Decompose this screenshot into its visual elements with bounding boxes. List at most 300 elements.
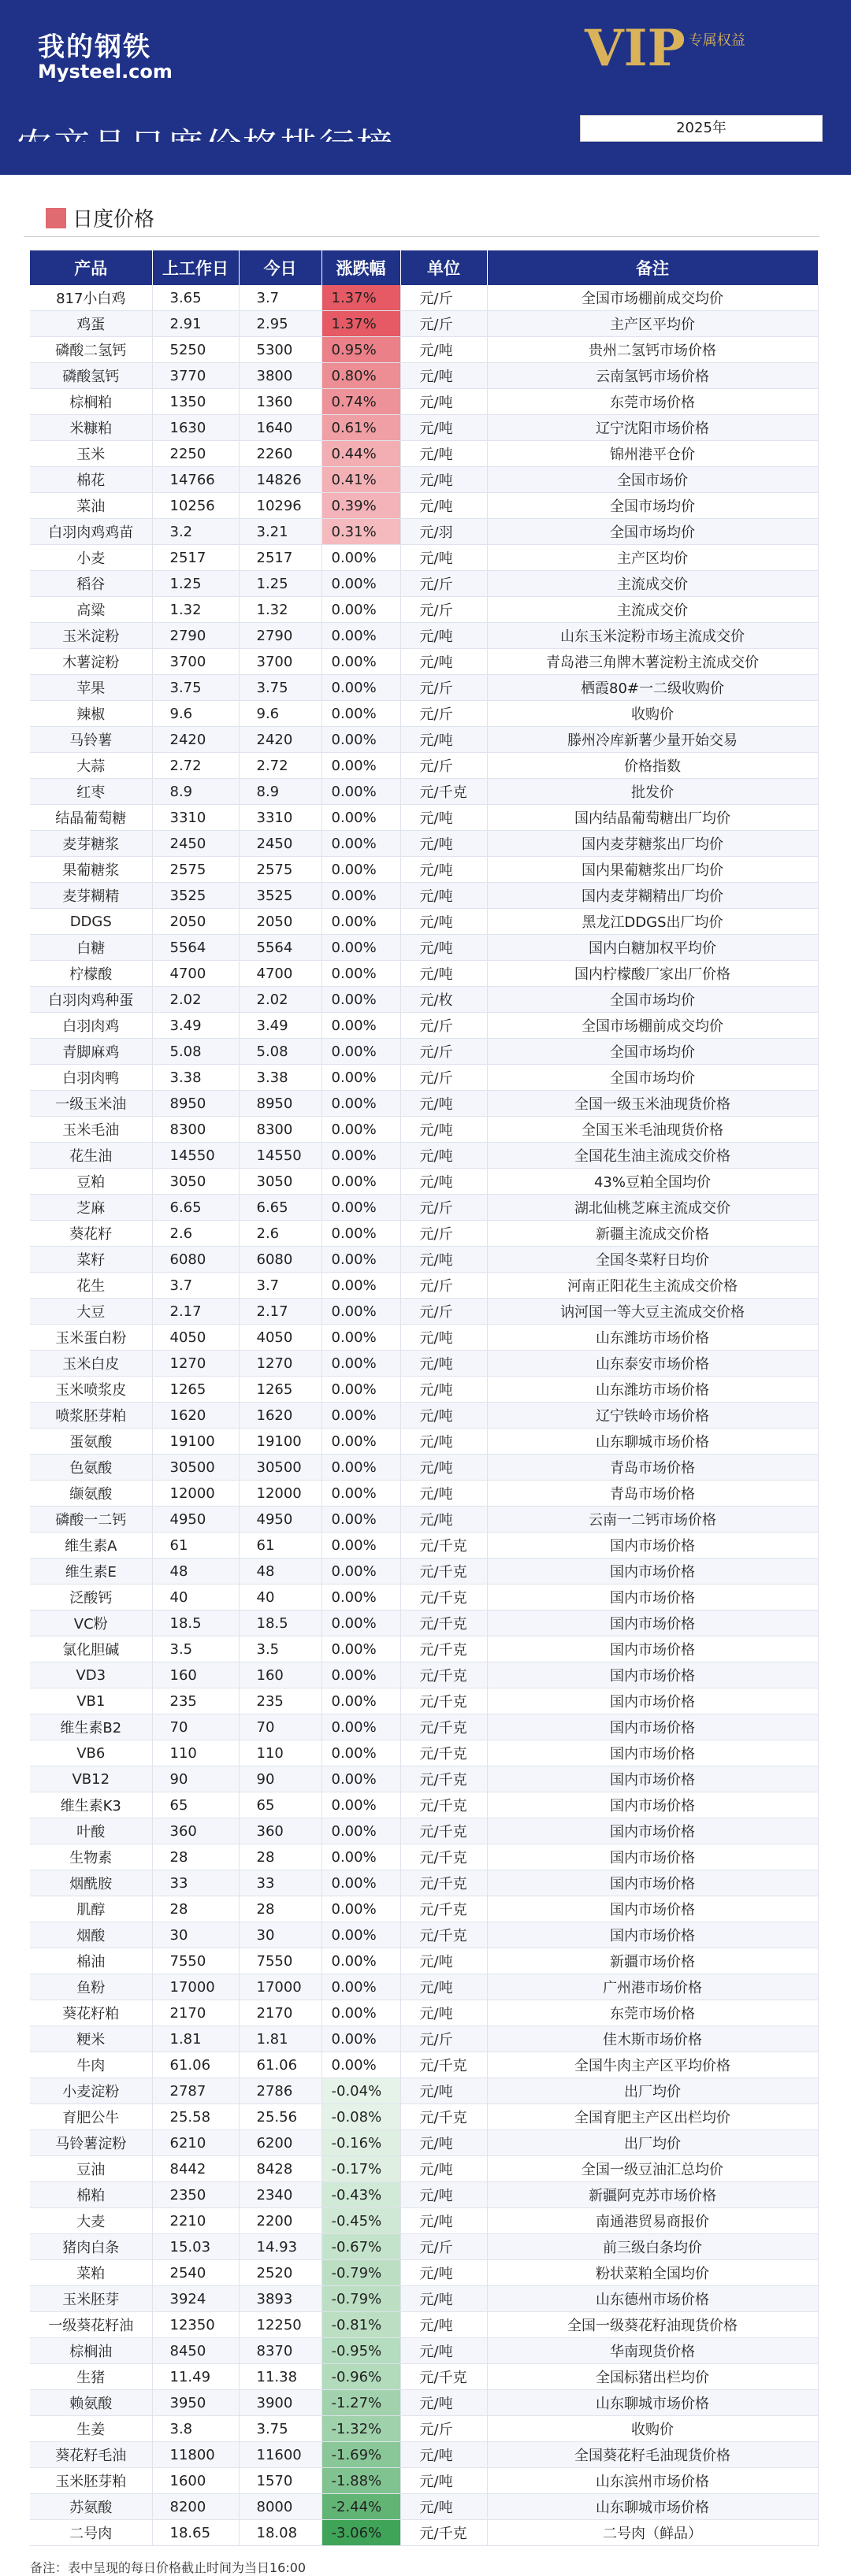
cell-prev: 19100 xyxy=(152,1429,239,1455)
cell-unit: 元/吨 xyxy=(400,2312,487,2338)
cell-note: 辽宁沈阳市场价格 xyxy=(487,415,818,441)
cell-unit: 元/吨 xyxy=(400,1481,487,1507)
cell-prev: 2.02 xyxy=(152,987,239,1013)
cell-unit: 元/千克 xyxy=(400,1870,487,1896)
cell-change: 0.00% xyxy=(321,1091,400,1117)
cell-change: 0.31% xyxy=(321,519,400,545)
cell-note: 新疆主流成交价格 xyxy=(487,1221,818,1247)
cell-today: 12000 xyxy=(239,1481,321,1507)
cell-note: 国内市场价格 xyxy=(487,1870,818,1896)
cell-unit: 元/千克 xyxy=(400,1766,487,1792)
cell-product: 大麦 xyxy=(30,2208,152,2234)
table-row xyxy=(30,1533,818,1559)
cell-product: 大蒜 xyxy=(30,753,152,779)
cell-today: 1570 xyxy=(239,2468,321,2494)
cell-today: 3.75 xyxy=(239,2416,321,2442)
table-row xyxy=(30,2234,818,2260)
cell-product: 木薯淀粉 xyxy=(30,649,152,675)
cell-product: 玉米毛油 xyxy=(30,1117,152,1143)
cell-change: -0.43% xyxy=(321,2182,400,2208)
cell-unit: 元/千克 xyxy=(400,2364,487,2390)
cell-change: 0.00% xyxy=(321,1117,400,1143)
cell-unit: 元/吨 xyxy=(400,2156,487,2182)
cell-product: 玉米胚芽 xyxy=(30,2286,152,2312)
cell-today: 40 xyxy=(239,1585,321,1610)
cell-product: 磷酸二氢钙 xyxy=(30,337,152,363)
table-row xyxy=(30,1948,818,1974)
date-year: 2025年 xyxy=(581,116,822,142)
table-row xyxy=(30,2442,818,2468)
table-row xyxy=(30,1455,818,1481)
cell-today: 90 xyxy=(239,1766,321,1792)
cell-note: 新疆市场价格 xyxy=(487,1948,818,1974)
cell-change: -1.88% xyxy=(321,2468,400,2494)
cell-unit: 元/千克 xyxy=(400,2104,487,2130)
cell-unit: 元/斤 xyxy=(400,571,487,597)
table-row xyxy=(30,1844,818,1870)
cell-prev: 12000 xyxy=(152,1481,239,1507)
col-header-note: 备注 xyxy=(487,250,818,285)
cell-product: 棉油 xyxy=(30,1948,152,1974)
cell-prev: 1.25 xyxy=(152,571,239,597)
table-row xyxy=(30,779,818,805)
cell-prev: 110 xyxy=(152,1740,239,1766)
cell-note: 全国育肥主产区出栏均价 xyxy=(487,2104,818,2130)
cell-product: VB1 xyxy=(30,1688,152,1714)
cell-change: -0.67% xyxy=(321,2234,400,2260)
cell-unit: 元/千克 xyxy=(400,1818,487,1844)
table-row xyxy=(30,987,818,1013)
table-row xyxy=(30,2052,818,2078)
cell-change: 0.00% xyxy=(321,1273,400,1299)
cell-product: 菜籽 xyxy=(30,1247,152,1273)
cell-unit: 元/斤 xyxy=(400,1273,487,1299)
cell-change: 0.00% xyxy=(321,1351,400,1377)
cell-prev: 3924 xyxy=(152,2286,239,2312)
cell-prev: 2.17 xyxy=(152,1299,239,1325)
cell-prev: 3.7 xyxy=(152,1273,239,1299)
cell-today: 25.56 xyxy=(239,2104,321,2130)
cell-today: 18.5 xyxy=(239,1610,321,1636)
cell-unit: 元/吨 xyxy=(400,1429,487,1455)
cell-today: 12250 xyxy=(239,2312,321,2338)
cell-today: 360 xyxy=(239,1818,321,1844)
cell-note: 国内柠檬酸厂家出厂价格 xyxy=(487,961,818,987)
cell-prev: 30500 xyxy=(152,1455,239,1481)
cell-prev: 61.06 xyxy=(152,2052,239,2078)
cell-unit: 元/千克 xyxy=(400,1896,487,1922)
table-row xyxy=(30,415,818,441)
cell-today: 2170 xyxy=(239,2000,321,2026)
cell-change: 0.00% xyxy=(321,1039,400,1065)
cell-note: 河南正阳花生主流成交价格 xyxy=(487,1273,818,1299)
cell-note: 主流成交价 xyxy=(487,597,818,623)
cell-unit: 元/吨 xyxy=(400,2468,487,2494)
cell-prev: 2517 xyxy=(152,545,239,571)
cell-note: 全国市场棚前成交均价 xyxy=(487,1013,818,1039)
cell-prev: 3.65 xyxy=(152,285,239,311)
cell-today: 1620 xyxy=(239,1403,321,1429)
table-row xyxy=(30,1740,818,1766)
cell-product: 二号肉 xyxy=(30,2520,152,2546)
cell-change: 0.00% xyxy=(321,1896,400,1922)
table-row xyxy=(30,1559,818,1585)
cell-note: 青岛市场价格 xyxy=(487,1481,818,1507)
cell-product: 维生素K3 xyxy=(30,1792,152,1818)
cell-today: 30500 xyxy=(239,1455,321,1481)
cell-product: 生姜 xyxy=(30,2416,152,2442)
cell-today: 11600 xyxy=(239,2442,321,2468)
cell-today: 2420 xyxy=(239,727,321,753)
cell-note: 国内麦芽糊精出厂均价 xyxy=(487,883,818,909)
cell-unit: 元/吨 xyxy=(400,961,487,987)
cell-today: 18.08 xyxy=(239,2520,321,2546)
mysteel-logo[interactable] xyxy=(38,25,173,83)
cell-today: 8.9 xyxy=(239,779,321,805)
vip-subtitle: 专属权益 xyxy=(688,32,745,49)
table-row xyxy=(30,571,818,597)
table-row xyxy=(30,1065,818,1091)
cell-note: 批发价 xyxy=(487,779,818,805)
cell-product: 白羽肉鸡 xyxy=(30,1013,152,1039)
cell-change: 0.00% xyxy=(321,1585,400,1610)
cell-change: 0.95% xyxy=(321,337,400,363)
table-row xyxy=(30,1169,818,1195)
cell-today: 2.17 xyxy=(239,1299,321,1325)
cell-change: 0.00% xyxy=(321,1844,400,1870)
cell-note: 贵州二氢钙市场价格 xyxy=(487,337,818,363)
cell-note: 全国市场均价 xyxy=(487,987,818,1013)
cell-product: 白羽肉鸡种蛋 xyxy=(30,987,152,1013)
cell-prev: 90 xyxy=(152,1766,239,1792)
cell-unit: 元/吨 xyxy=(400,1403,487,1429)
cell-today: 2.95 xyxy=(239,311,321,337)
table-row xyxy=(30,1403,818,1429)
cell-unit: 元/吨 xyxy=(400,831,487,857)
cell-unit: 元/斤 xyxy=(400,285,487,311)
cell-unit: 元/斤 xyxy=(400,311,487,337)
cell-unit: 元/吨 xyxy=(400,337,487,363)
cell-product: 维生素B2 xyxy=(30,1714,152,1740)
table-row xyxy=(30,2078,818,2104)
cell-change: 0.00% xyxy=(321,1143,400,1169)
cell-change: 0.00% xyxy=(321,779,400,805)
cell-unit: 元/吨 xyxy=(400,1948,487,1974)
cell-product: 棉粕 xyxy=(30,2182,152,2208)
cell-unit: 元/千克 xyxy=(400,779,487,805)
cell-prev: 3770 xyxy=(152,363,239,389)
cell-note: 国内果葡糖浆出厂均价 xyxy=(487,857,818,883)
cell-change: 0.61% xyxy=(321,415,400,441)
cell-today: 2517 xyxy=(239,545,321,571)
cell-today: 5300 xyxy=(239,337,321,363)
cell-product: 菜粕 xyxy=(30,2260,152,2286)
cell-product: 麦芽糖浆 xyxy=(30,831,152,857)
cell-change: 0.00% xyxy=(321,987,400,1013)
cell-prev: 1350 xyxy=(152,389,239,415)
cell-today: 1.32 xyxy=(239,597,321,623)
table-row xyxy=(30,2312,818,2338)
cell-note: 新疆阿克苏市场价格 xyxy=(487,2182,818,2208)
cell-prev: 6210 xyxy=(152,2130,239,2156)
cell-change: 0.00% xyxy=(321,623,400,649)
cell-note: 国内市场价格 xyxy=(487,1740,818,1766)
cell-unit: 元/吨 xyxy=(400,857,487,883)
table-row xyxy=(30,1039,818,1065)
cell-change: -1.69% xyxy=(321,2442,400,2468)
table-row xyxy=(30,727,818,753)
cell-prev: 11.49 xyxy=(152,2364,239,2390)
cell-prev: 18.5 xyxy=(152,1610,239,1636)
cell-change: 0.39% xyxy=(321,493,400,519)
cell-unit: 元/吨 xyxy=(400,2000,487,2026)
cell-today: 1270 xyxy=(239,1351,321,1377)
cell-prev: 3.5 xyxy=(152,1636,239,1662)
cell-product: VD3 xyxy=(30,1662,152,1688)
cell-product: 苏氨酸 xyxy=(30,2494,152,2520)
cell-today: 2.6 xyxy=(239,1221,321,1247)
cell-unit: 元/吨 xyxy=(400,935,487,961)
cell-product: 白羽肉鸭 xyxy=(30,1065,152,1091)
cell-change: 0.00% xyxy=(321,1533,400,1559)
table-row xyxy=(30,701,818,727)
cell-unit: 元/吨 xyxy=(400,1091,487,1117)
cell-prev: 6080 xyxy=(152,1247,239,1273)
col-header-today: 今日 xyxy=(239,250,321,285)
cell-unit: 元/千克 xyxy=(400,1585,487,1610)
cell-today: 235 xyxy=(239,1688,321,1714)
cell-note: 栖霞80#一二级收购价 xyxy=(487,675,818,701)
cell-change: 0.00% xyxy=(321,1792,400,1818)
cell-prev: 10256 xyxy=(152,493,239,519)
cell-prev: 61 xyxy=(152,1533,239,1559)
cell-prev: 28 xyxy=(152,1896,239,1922)
cell-prev: 3.75 xyxy=(152,675,239,701)
table-row xyxy=(30,311,818,337)
cell-today: 8428 xyxy=(239,2156,321,2182)
table-row xyxy=(30,805,818,831)
cell-prev: 4950 xyxy=(152,1507,239,1533)
col-header-product: 产品 xyxy=(30,250,152,285)
cell-prev: 17000 xyxy=(152,1974,239,2000)
cell-today: 3893 xyxy=(239,2286,321,2312)
table-row xyxy=(30,1688,818,1714)
cell-product: 叶酸 xyxy=(30,1818,152,1844)
table-row xyxy=(30,1299,818,1325)
cell-today: 8300 xyxy=(239,1117,321,1143)
cell-unit: 元/吨 xyxy=(400,805,487,831)
cell-product: 菜油 xyxy=(30,493,152,519)
cell-change: 0.00% xyxy=(321,1325,400,1351)
cell-prev: 360 xyxy=(152,1818,239,1844)
cell-change: 0.00% xyxy=(321,2000,400,2026)
cell-today: 30 xyxy=(239,1922,321,1948)
cell-change: 0.00% xyxy=(321,883,400,909)
cell-note: 青岛市场价格 xyxy=(487,1455,818,1481)
cell-prev: 14550 xyxy=(152,1143,239,1169)
cell-note: 粉状菜粕全国均价 xyxy=(487,2260,818,2286)
cell-prev: 3.8 xyxy=(152,2416,239,2442)
cell-today: 5564 xyxy=(239,935,321,961)
cell-note: 全国标猪出栏均价 xyxy=(487,2364,818,2390)
cell-unit: 元/吨 xyxy=(400,2286,487,2312)
cell-note: 山东德州市场价格 xyxy=(487,2286,818,2312)
cell-unit: 元/吨 xyxy=(400,415,487,441)
table-row xyxy=(30,1013,818,1039)
cell-unit: 元/吨 xyxy=(400,1507,487,1533)
cell-today: 48 xyxy=(239,1559,321,1585)
cell-prev: 70 xyxy=(152,1714,239,1740)
cell-product: 猪肉白条 xyxy=(30,2234,152,2260)
cell-prev: 65 xyxy=(152,1792,239,1818)
cell-today: 2260 xyxy=(239,441,321,467)
cell-change: -0.16% xyxy=(321,2130,400,2156)
table-row xyxy=(30,2494,818,2520)
cell-prev: 2575 xyxy=(152,857,239,883)
cell-note: 华南现货价格 xyxy=(487,2338,818,2364)
cell-prev: 2.72 xyxy=(152,753,239,779)
cell-product: 麦芽糊精 xyxy=(30,883,152,909)
table-row xyxy=(30,909,818,935)
cell-change: 0.00% xyxy=(321,1065,400,1091)
cell-change: 0.00% xyxy=(321,545,400,571)
table-row xyxy=(30,1117,818,1143)
cell-today: 3800 xyxy=(239,363,321,389)
cell-note: 云南一二钙市场价格 xyxy=(487,1507,818,1533)
cell-product: 白羽肉鸡鸡苗 xyxy=(30,519,152,545)
header-band xyxy=(0,142,851,175)
cell-change: -0.81% xyxy=(321,2312,400,2338)
cell-unit: 元/斤 xyxy=(400,1013,487,1039)
cell-note: 全国市场价 xyxy=(487,467,818,493)
cell-note: 全国牛肉主产区平均价格 xyxy=(487,2052,818,2078)
cell-prev: 4050 xyxy=(152,1325,239,1351)
cell-note: 主产区均价 xyxy=(487,545,818,571)
cell-today: 3310 xyxy=(239,805,321,831)
cell-prev: 5250 xyxy=(152,337,239,363)
cell-product: 磷酸氢钙 xyxy=(30,363,152,389)
cell-note: 锦州港平仓价 xyxy=(487,441,818,467)
cell-prev: 235 xyxy=(152,1688,239,1714)
cell-prev: 2.91 xyxy=(152,311,239,337)
cell-today: 10296 xyxy=(239,493,321,519)
table-row xyxy=(30,2104,818,2130)
cell-prev: 2210 xyxy=(152,2208,239,2234)
cell-unit: 元/吨 xyxy=(400,467,487,493)
cell-prev: 14766 xyxy=(152,467,239,493)
cell-today: 4700 xyxy=(239,961,321,987)
cell-product: 玉米喷浆皮 xyxy=(30,1377,152,1403)
cell-change: 0.00% xyxy=(321,753,400,779)
cell-today: 19100 xyxy=(239,1429,321,1455)
cell-change: 0.00% xyxy=(321,1013,400,1039)
cell-change: -0.95% xyxy=(321,2338,400,2364)
cell-change: 0.00% xyxy=(321,1610,400,1636)
cell-change: 0.00% xyxy=(321,1688,400,1714)
cell-note: 价格指数 xyxy=(487,753,818,779)
cell-change: 0.00% xyxy=(321,935,400,961)
cell-product: 棕榈油 xyxy=(30,2338,152,2364)
cell-product: 玉米胚芽粕 xyxy=(30,2468,152,2494)
table-row xyxy=(30,1818,818,1844)
cell-unit: 元/吨 xyxy=(400,649,487,675)
cell-change: 0.00% xyxy=(321,1766,400,1792)
cell-note: 国内市场价格 xyxy=(487,1766,818,1792)
cell-note: 全国一级葵花籽油现货价格 xyxy=(487,2312,818,2338)
cell-today: 3.7 xyxy=(239,1273,321,1299)
cell-product: 蛋氨酸 xyxy=(30,1429,152,1455)
table-row xyxy=(30,337,818,363)
table-row xyxy=(30,2156,818,2182)
cell-unit: 元/千克 xyxy=(400,1636,487,1662)
cell-note: 出厂均价 xyxy=(487,2078,818,2104)
cell-note: 山东潍坊市场价格 xyxy=(487,1377,818,1403)
cell-prev: 11800 xyxy=(152,2442,239,2468)
cell-product: 鸡蛋 xyxy=(30,311,152,337)
cell-today: 17000 xyxy=(239,1974,321,2000)
cell-prev: 5.08 xyxy=(152,1039,239,1065)
table-body xyxy=(30,285,818,2546)
cell-today: 1640 xyxy=(239,415,321,441)
cell-product: VB12 xyxy=(30,1766,152,1792)
cell-note: 青岛港三角牌木薯淀粉主流成交价 xyxy=(487,649,818,675)
cell-prev: 160 xyxy=(152,1662,239,1688)
cell-unit: 元/吨 xyxy=(400,623,487,649)
cell-note: 出厂均价 xyxy=(487,2130,818,2156)
table-row xyxy=(30,1429,818,1455)
cell-change: 0.00% xyxy=(321,857,400,883)
cell-product: 氯化胆碱 xyxy=(30,1636,152,1662)
cell-today: 28 xyxy=(239,1896,321,1922)
cell-change: 0.00% xyxy=(321,1377,400,1403)
cell-today: 2200 xyxy=(239,2208,321,2234)
cell-today: 5.08 xyxy=(239,1039,321,1065)
cell-today: 3.5 xyxy=(239,1636,321,1662)
cell-note: 全国冬菜籽日均价 xyxy=(487,1247,818,1273)
cell-change: 0.00% xyxy=(321,1195,400,1221)
cell-change: 0.00% xyxy=(321,1740,400,1766)
cell-change: 0.00% xyxy=(321,597,400,623)
cell-product: 玉米 xyxy=(30,441,152,467)
cell-note: 辽宁铁岭市场价格 xyxy=(487,1403,818,1429)
cell-prev: 28 xyxy=(152,1844,239,1870)
cell-unit: 元/羽 xyxy=(400,519,487,545)
cell-prev: 2540 xyxy=(152,2260,239,2286)
cell-prev: 3.2 xyxy=(152,519,239,545)
cell-today: 61.06 xyxy=(239,2052,321,2078)
table-row xyxy=(30,493,818,519)
vip-badge xyxy=(585,19,745,78)
cell-unit: 元/斤 xyxy=(400,1039,487,1065)
cell-unit: 元/吨 xyxy=(400,2208,487,2234)
cell-note: 讷河国一等大豆主流成交价格 xyxy=(487,1299,818,1325)
cell-note: 山东泰安市场价格 xyxy=(487,1351,818,1377)
cell-today: 65 xyxy=(239,1792,321,1818)
cell-note: 东莞市场价格 xyxy=(487,389,818,415)
cell-prev: 2250 xyxy=(152,441,239,467)
table-row xyxy=(30,1792,818,1818)
table-row xyxy=(30,935,818,961)
cell-prev: 8200 xyxy=(152,2494,239,2520)
cell-change: 0.00% xyxy=(321,1221,400,1247)
cell-product: 牛肉 xyxy=(30,2052,152,2078)
table-row xyxy=(30,2390,818,2416)
cell-unit: 元/吨 xyxy=(400,1169,487,1195)
cell-change: 0.00% xyxy=(321,675,400,701)
cell-product: 花生油 xyxy=(30,1143,152,1169)
cell-product: 鱼粉 xyxy=(30,1974,152,2000)
cell-change: 0.00% xyxy=(321,1247,400,1273)
